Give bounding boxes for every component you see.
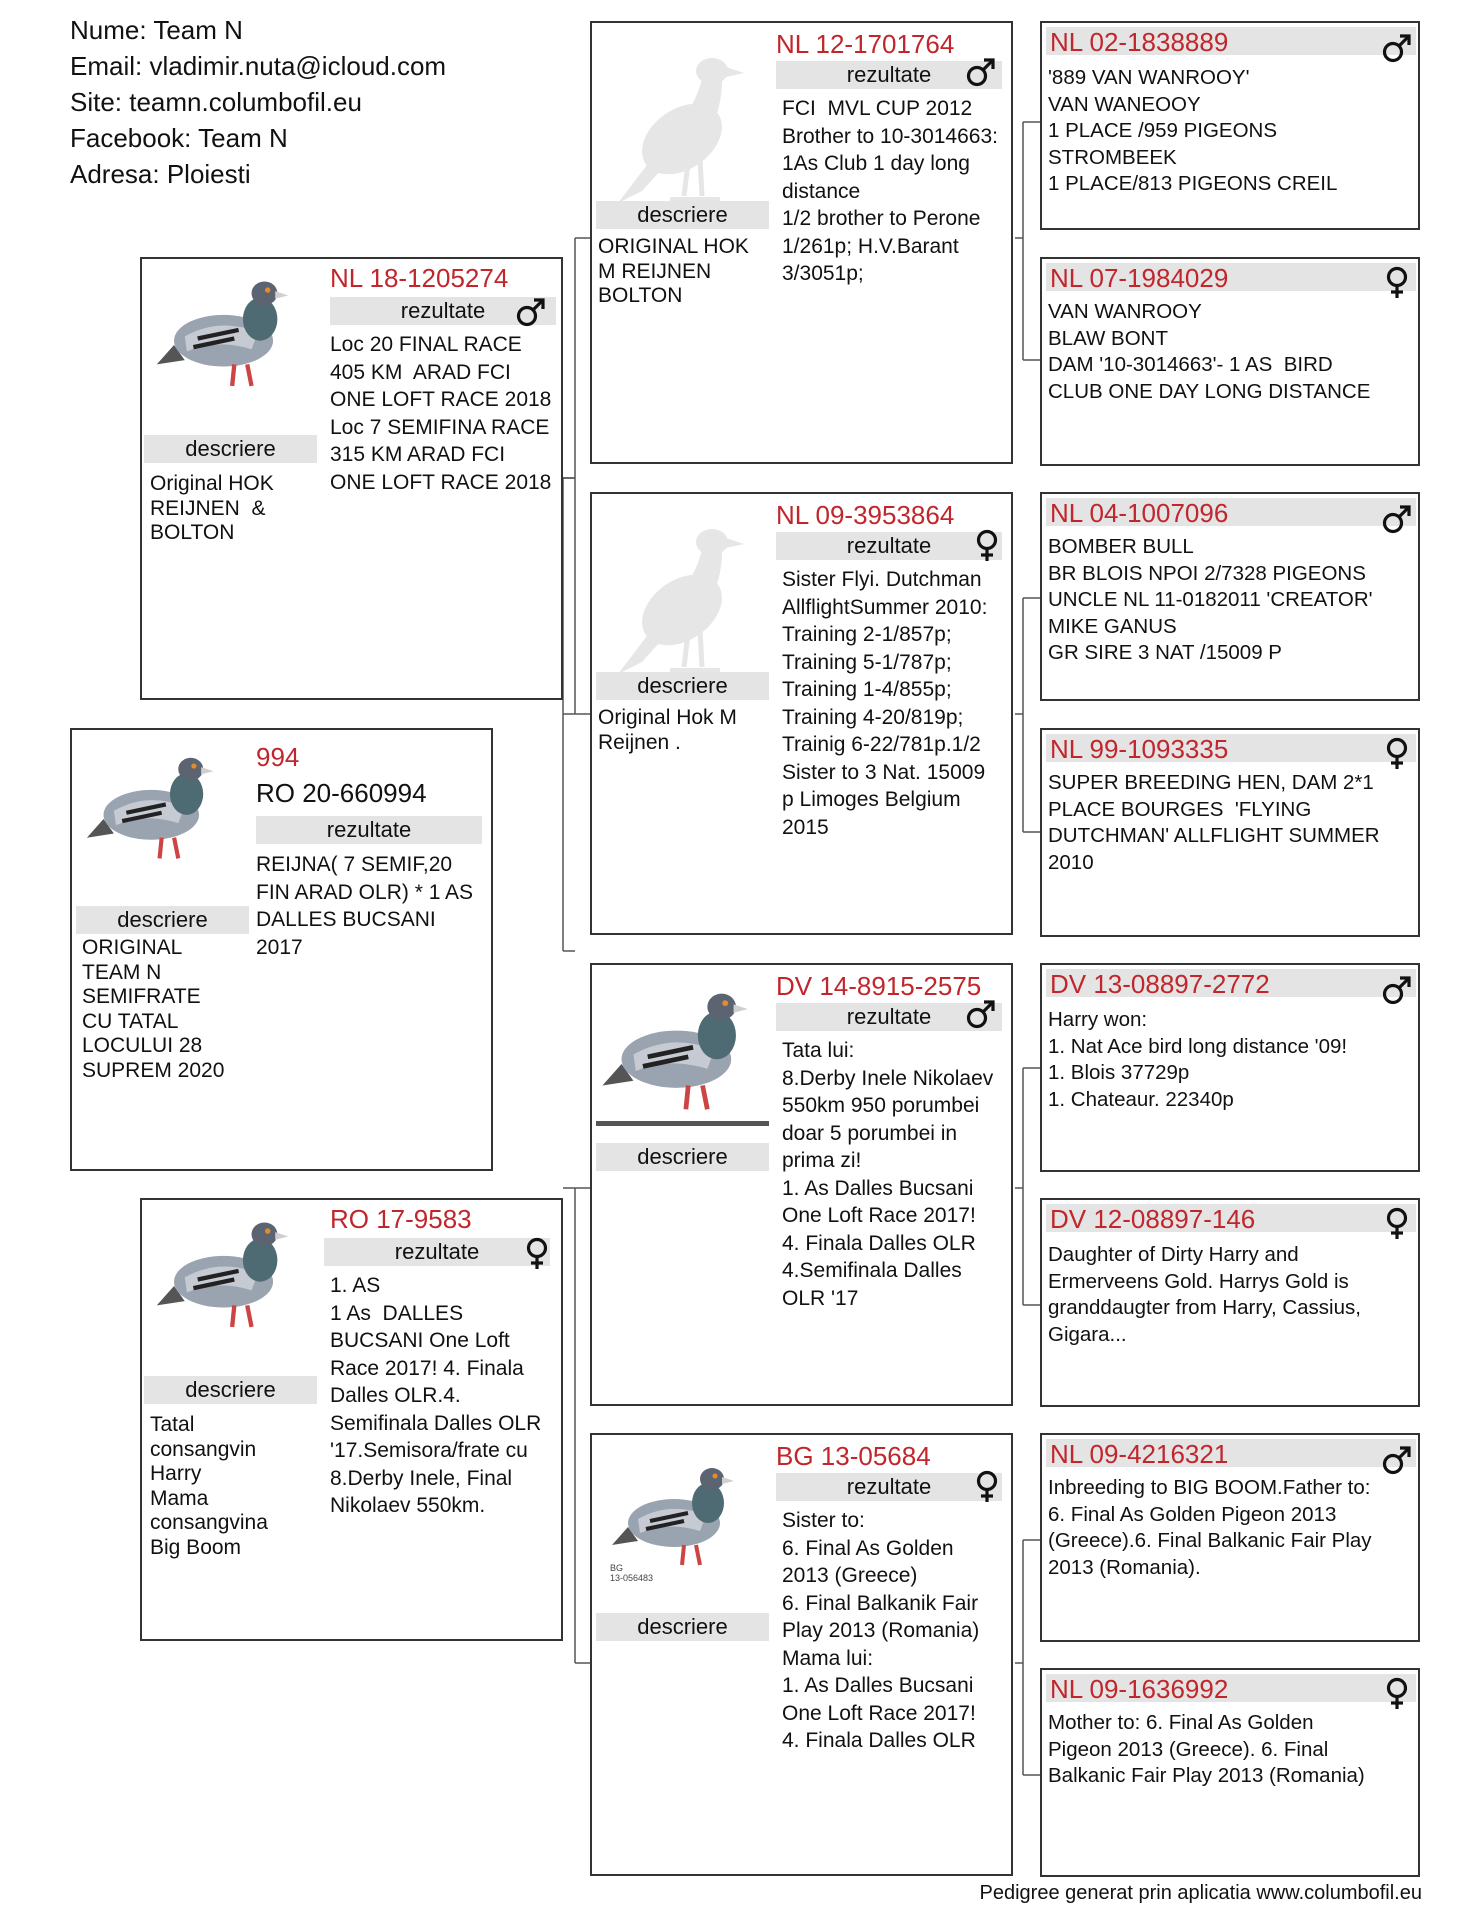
sire-rezultate-label[interactable]: rezultate bbox=[330, 297, 556, 325]
owner-name: Nume: Team N bbox=[70, 15, 243, 45]
gp-sire-dam-photo bbox=[610, 502, 750, 682]
ggp-6-female-icon bbox=[1380, 1206, 1414, 1240]
gp-dam-dam-descriere-label[interactable]: descriere bbox=[596, 1613, 769, 1641]
gp-dam-dam-results: Sister to: 6. Final As Golden 2013 (Greece) 6. Final Balkanik Fair Play 2013 (Romania) Mama lui: 1. As Dalles Bucsani One Loft Race 2017! 4. Finala Dalles OLR bbox=[782, 1509, 980, 1752]
subject-results: REIJNA( 7 SEMIF,20 FIN ARAD OLR) * 1 AS DALLES BUCSANI 2017 bbox=[256, 853, 479, 959]
ggp-card-8[interactable] bbox=[1040, 1668, 1420, 1877]
ggp-7-text: Inbreeding to BIG BOOM.Father to: 6. Final As Golden Pigeon 2013 (Greece).6. Final Balkanic Fair Play 2013 (Romania). bbox=[1048, 1476, 1372, 1579]
sire-description: Original HOK REIJNEN & BOLTON bbox=[150, 472, 274, 544]
gp-sire-sire-results: FCI MVL CUP 2012 Brother to 10-3014663: 1As Club 1 day long distance 1/2 brother to Perone 1/261p; H.V.Barant 3/3051p; bbox=[782, 97, 998, 285]
gp-sire-sire-descriere-label[interactable]: descriere bbox=[596, 201, 769, 229]
dam-ring: RO 17-9583 bbox=[330, 1204, 472, 1234]
ggp-5-male-icon bbox=[1380, 973, 1414, 1007]
ggp-8-female-icon bbox=[1380, 1676, 1414, 1710]
sire-results: Loc 20 FINAL RACE 405 KM ARAD FCI ONE LOFT RACE 2018 Loc 7 SEMIFINA RACE 315 KM ARAD FCI ONE LOFT RACE 2018 bbox=[330, 333, 552, 494]
gp-dam-sire-rezultate-label[interactable]: rezultate bbox=[776, 1003, 1002, 1031]
dam-description: Tatal consangvin Harry Mama consangvina Big Boom bbox=[150, 1413, 268, 1559]
gp-sire-sire-photo bbox=[610, 31, 750, 211]
ggp-card-1[interactable] bbox=[1040, 21, 1420, 230]
ggp-3-ring: NL 04-1007096 bbox=[1050, 498, 1229, 528]
owner-site[interactable]: Site: teamn.columbofil.eu bbox=[70, 87, 362, 117]
dam-descriere-label[interactable]: descriere bbox=[144, 1376, 317, 1404]
subject-description: ORIGINAL TEAM N SEMIFRATE CU TATAL LOCULUI 28 SUPREM 2020 bbox=[82, 936, 225, 1082]
gp-sire-dam-card[interactable] bbox=[590, 492, 1013, 935]
gp-sire-dam-descriere-label[interactable]: descriere bbox=[596, 672, 769, 700]
ggp-3-text: BOMBER BULL BR BLOIS NPOI 2/7328 PIGEONS UNCLE NL 11-0182011 'CREATOR' MIKE GANUS GR SIRE 3 NAT /15009 P bbox=[1048, 535, 1373, 664]
gp-dam-sire-photo bbox=[596, 971, 771, 1126]
ggp-7-male-icon bbox=[1380, 1443, 1414, 1477]
gp-sire-dam-description: Original Hok M Reijnen . bbox=[598, 706, 737, 754]
subject-descriere-label[interactable]: descriere bbox=[76, 906, 249, 934]
owner-facebook: Facebook: Team N bbox=[70, 123, 288, 153]
sire-ring: NL 18-1205274 bbox=[330, 263, 509, 293]
sire-photo bbox=[150, 261, 310, 401]
gp-sire-dam-female-icon bbox=[970, 528, 1004, 562]
gp-sire-sire-card[interactable] bbox=[590, 21, 1013, 464]
ggp-5-text: Harry won: 1. Nat Ace bird long distance '09! 1. Blois 37729p 1. Chateaur. 22340p bbox=[1048, 1008, 1348, 1111]
gp-dam-dam-ring: BG 13-05684 bbox=[776, 1441, 931, 1471]
gp-dam-sire-ring: DV 14-8915-2575 bbox=[776, 971, 982, 1001]
gp-dam-dam-rezultate-label[interactable]: rezultate bbox=[776, 1473, 1002, 1501]
ggp-2-female-icon bbox=[1380, 265, 1414, 299]
ggp-6-ring: DV 12-08897-146 bbox=[1050, 1204, 1256, 1234]
ggp-2-ring: NL 07-1984029 bbox=[1050, 263, 1229, 293]
connector-left bbox=[563, 478, 575, 951]
gp-dam-sire-card[interactable] bbox=[590, 963, 1013, 1406]
ggp-card-2[interactable] bbox=[1040, 257, 1420, 466]
ggp-3-male-icon bbox=[1380, 502, 1414, 536]
dam-photo bbox=[150, 1202, 310, 1342]
ggp-4-text: SUPER BREEDING HEN, DAM 2*1 PLACE BOURGES 'FLYING DUTCHMAN' ALLFLIGHT SUMMER 2010 bbox=[1048, 771, 1380, 874]
ggp-1-male-icon bbox=[1380, 31, 1414, 65]
gp-sire-sire-male-icon bbox=[964, 55, 998, 89]
gp-sire-dam-ring: NL 09-3953864 bbox=[776, 500, 955, 530]
owner-address: Adresa: Ploiesti bbox=[70, 159, 251, 189]
ggp-card-5[interactable] bbox=[1040, 963, 1420, 1172]
ggp-5-ring: DV 13-08897-2772 bbox=[1050, 969, 1270, 999]
ggp-1-text: '889 VAN WANROOY' VAN WANEOOY 1 PLACE /959 PIGEONS STROMBEEK 1 PLACE/813 PIGEONS CREIL bbox=[1048, 66, 1338, 195]
gp-dam-dam-female-icon bbox=[970, 1469, 1004, 1503]
subject-number: 994 bbox=[256, 742, 300, 772]
subject-card[interactable] bbox=[70, 728, 493, 1171]
ggp-7-ring: NL 09-4216321 bbox=[1050, 1439, 1229, 1469]
gp-sire-sire-rezultate-label[interactable]: rezultate bbox=[776, 61, 1002, 89]
ggp-4-ring: NL 99-1093335 bbox=[1050, 734, 1229, 764]
sire-male-icon bbox=[514, 295, 548, 329]
dam-rezultate-label[interactable]: rezultate bbox=[324, 1238, 550, 1266]
gp-dam-sire-male-icon bbox=[964, 997, 998, 1031]
gp-sire-dam-rezultate-label[interactable]: rezultate bbox=[776, 532, 1002, 560]
ggp-card-6[interactable] bbox=[1040, 1198, 1420, 1407]
ggp-2-text: VAN WANROOY BLAW BONT DAM '10-3014663'- 1 AS BIRD CLUB ONE DAY LONG DISTANCE bbox=[1048, 300, 1371, 403]
dam-card[interactable] bbox=[140, 1198, 563, 1641]
gp-dam-sire-photo-strip bbox=[596, 1121, 769, 1126]
ggp-card-4[interactable] bbox=[1040, 728, 1420, 937]
gp-sire-sire-description: ORIGINAL HOK M REIJNEN BOLTON bbox=[598, 235, 749, 307]
sire-descriere-label[interactable]: descriere bbox=[144, 435, 317, 463]
ggp-card-7[interactable] bbox=[1040, 1433, 1420, 1642]
ggp-8-ring: NL 09-1636992 bbox=[1050, 1674, 1229, 1704]
gp-sire-sire-ring: NL 12-1701764 bbox=[776, 29, 955, 59]
sire-card[interactable] bbox=[140, 257, 563, 700]
gp-dam-dam-photo-caption: BG 13-056483 bbox=[610, 1563, 654, 1583]
gp-dam-sire-descriere-label[interactable]: descriere bbox=[596, 1143, 769, 1171]
footer-credit: Pedigree generat prin aplicatia www.columbofil.eu bbox=[979, 1882, 1422, 1904]
ggp-1-ring: NL 02-1838889 bbox=[1050, 27, 1229, 57]
subject-ring: RO 20-660994 bbox=[256, 778, 427, 808]
owner-email[interactable]: Email: vladimir.nuta@icloud.com bbox=[70, 51, 447, 81]
gp-dam-sire-results: Tata lui: 8.Derby Inele Nikolaev 550km 950 porumbei doar 5 porumbei in prima zi! 1. As Dalles Bucsani One Loft Race 2017! 4. Finala Dalles OLR 4.Semifinala Dalles OLR '17 bbox=[782, 1039, 994, 1310]
dam-results: 1. AS 1 As DALLES BUCSANI One Loft Race 2017! 4. Finala Dalles OLR.4. Semifinala Dalles OLR '17.Semisora/frate cu 8.Derby Inele, Final Nikolaev 550km. bbox=[330, 1274, 542, 1517]
gp-dam-dam-photo bbox=[610, 1449, 750, 1579]
dam-female-icon bbox=[520, 1236, 554, 1270]
gp-sire-dam-results: Sister Flyi. Dutchman AllflightSummer 2010: Training 2-1/857p; Training 5-1/787p; Training 1-4/855p; Training 4-20/819p; Trainig 6-22/781p.1/2 Sister to 3 Nat. 15009 p Limoges Belgium 2015 bbox=[782, 568, 993, 839]
ggp-6-text: Daughter of Dirty Harry and Ermerveens Gold. Harrys Gold is granddaugter from Harry, Cassius, Gigara... bbox=[1048, 1243, 1361, 1346]
subject-rezultate-label[interactable]: rezultate bbox=[256, 816, 482, 844]
ggp-8-text: Mother to: 6. Final As Golden Pigeon 2013 (Greece). 6. Final Balkanic Fair Play 2013 (Romania) bbox=[1048, 1711, 1365, 1787]
ggp-4-female-icon bbox=[1380, 736, 1414, 770]
subject-photo bbox=[80, 738, 235, 873]
gp-dam-dam-card[interactable] bbox=[590, 1433, 1013, 1876]
ggp-card-3[interactable] bbox=[1040, 492, 1420, 701]
